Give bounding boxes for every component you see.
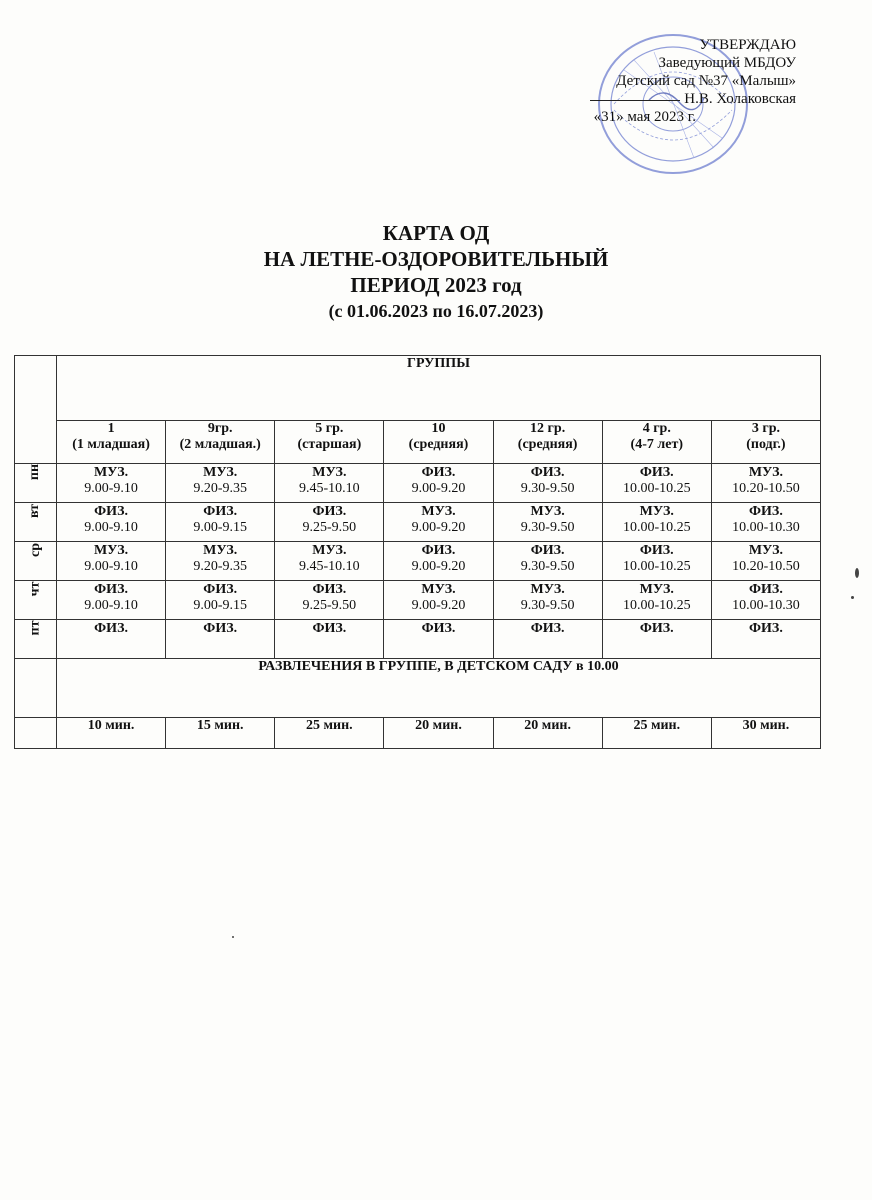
- group-number: 5 гр.: [315, 421, 344, 436]
- schedule-cell: [711, 620, 820, 659]
- activity: ФИЗ.: [203, 504, 238, 519]
- activity-time: 9.25-9.50: [302, 598, 357, 613]
- activity-time: 9.00-9.20: [411, 559, 466, 574]
- schedule-cell: [711, 464, 820, 503]
- schedule-cell: [275, 503, 384, 542]
- schedule-cell: [57, 464, 166, 503]
- schedule-cell: [493, 464, 602, 503]
- activity-time: 10.00-10.30: [732, 520, 800, 535]
- duration-cell: 20 мин.: [384, 718, 493, 749]
- groups-title-row: [15, 356, 821, 421]
- activity-time: 9.00-9.20: [411, 520, 466, 535]
- day-label: пт: [15, 620, 57, 659]
- title-period: (с 01.06.2023 по 16.07.2023): [328, 301, 544, 321]
- schedule-cell: [493, 542, 602, 581]
- activity-time: 9.45-10.10: [299, 481, 360, 496]
- schedule-cell: [166, 581, 275, 620]
- activity: МУЗ.: [639, 582, 674, 597]
- groups-title: ГРУППЫ: [57, 356, 821, 421]
- group-number: 9гр.: [207, 421, 233, 436]
- activity: ФИЗ.: [421, 621, 456, 636]
- schedule-cell: [57, 620, 166, 659]
- group-header: [57, 421, 166, 464]
- activity-time: 9.30-9.50: [520, 520, 575, 535]
- corner-cell: [15, 659, 57, 718]
- group-number: 10: [431, 421, 446, 436]
- activity-time: 9.20-9.35: [193, 559, 248, 574]
- schedule-cell: [57, 503, 166, 542]
- schedule-cell: [166, 620, 275, 659]
- activity: ФИЗ.: [639, 465, 674, 480]
- activity-time: 9.25-9.50: [302, 520, 357, 535]
- title-line-1: КАРТА ОД: [382, 221, 490, 245]
- activity: ФИЗ.: [639, 543, 674, 558]
- activity-time: 10.00-10.30: [732, 598, 800, 613]
- activity: ФИЗ.: [530, 621, 565, 636]
- group-name: (4-7 лет): [630, 437, 683, 452]
- activity: МУЗ.: [312, 543, 347, 558]
- schedule-cell: [166, 542, 275, 581]
- activity: МУЗ.: [203, 543, 238, 558]
- day-row-wed: [15, 542, 821, 581]
- schedule-cell: [493, 620, 602, 659]
- corner-cell: [15, 718, 57, 749]
- schedule-cell: [602, 581, 711, 620]
- duration-cell: 25 мин.: [602, 718, 711, 749]
- activity-time: 9.00-9.10: [84, 520, 138, 535]
- scan-speck: [855, 568, 859, 578]
- schedule-cell: [711, 542, 820, 581]
- group-header-row: [15, 421, 821, 464]
- group-header: [493, 421, 602, 464]
- activity: ФИЗ.: [312, 504, 347, 519]
- schedule-cell: [275, 620, 384, 659]
- activity-time: 9.30-9.50: [520, 598, 575, 613]
- activity: ФИЗ.: [94, 582, 128, 597]
- activity: ФИЗ.: [94, 621, 128, 636]
- approval-organization: Детский сад №37 «Малыш»: [616, 73, 796, 89]
- scan-speck: [232, 936, 234, 938]
- activity: МУЗ.: [93, 465, 129, 480]
- activity-time: 10.00-10.25: [622, 559, 691, 574]
- activity: МУЗ.: [639, 504, 674, 519]
- activity: МУЗ.: [93, 543, 129, 558]
- activity: ФИЗ.: [421, 465, 456, 480]
- activity-time: 9.20-9.35: [193, 481, 248, 496]
- activity-time: 9.00-9.10: [84, 598, 138, 613]
- activity-time: 10.00-10.25: [622, 481, 691, 496]
- schedule-table: [14, 355, 821, 749]
- schedule-cell: [166, 503, 275, 542]
- activity: ФИЗ.: [530, 543, 565, 558]
- schedule-cell: [602, 620, 711, 659]
- schedule-cell: [384, 464, 493, 503]
- approval-block: [590, 36, 796, 126]
- entertainment-row: [15, 659, 821, 718]
- schedule-cell: [384, 620, 493, 659]
- corner-cell: [15, 356, 57, 464]
- day-row-mon: [15, 464, 821, 503]
- schedule-cell: [602, 464, 711, 503]
- activity-time: 9.30-9.50: [520, 559, 575, 574]
- group-name: (средняя): [408, 437, 469, 452]
- day-label: пн: [15, 464, 57, 503]
- document-title: [0, 220, 872, 324]
- activity-time: 10.20-10.50: [732, 481, 800, 496]
- group-number: 3 гр.: [751, 421, 780, 436]
- group-header: [711, 421, 820, 464]
- activity: ФИЗ.: [749, 582, 783, 597]
- activity-time: 9.00-9.15: [193, 598, 248, 613]
- activity-time: 10.20-10.50: [732, 559, 800, 574]
- schedule-cell: [602, 542, 711, 581]
- group-name: (средняя): [517, 437, 578, 452]
- day-row-tue: [15, 503, 821, 542]
- schedule-cell: [275, 542, 384, 581]
- schedule-cell: [602, 503, 711, 542]
- activity: МУЗ.: [421, 504, 456, 519]
- schedule-cell: [384, 581, 493, 620]
- schedule-cell: [57, 581, 166, 620]
- activity: МУЗ.: [530, 504, 565, 519]
- activity: ФИЗ.: [749, 504, 783, 519]
- activity-time: 9.00-9.20: [411, 598, 466, 613]
- schedule-cell: [493, 581, 602, 620]
- scan-speck: [851, 596, 854, 599]
- group-name: (2 младшая.): [179, 437, 261, 452]
- activity: МУЗ.: [748, 465, 784, 480]
- signature-line: [590, 100, 680, 101]
- activity-time: 9.00-9.10: [84, 559, 138, 574]
- group-name: (подг.): [746, 437, 786, 452]
- schedule-cell: [275, 464, 384, 503]
- activity: ФИЗ.: [94, 504, 128, 519]
- activity: МУЗ.: [748, 543, 784, 558]
- day-label: вт: [15, 503, 57, 542]
- group-number: 1: [107, 421, 115, 436]
- activity: ФИЗ.: [749, 621, 783, 636]
- schedule-cell: [384, 542, 493, 581]
- activity-time: 10.00-10.25: [622, 520, 691, 535]
- duration-row: [15, 718, 821, 749]
- duration-cell: 20 мин.: [493, 718, 602, 749]
- activity: МУЗ.: [530, 582, 565, 597]
- activity: ФИЗ.: [639, 621, 674, 636]
- activity-time: 9.00-9.20: [411, 481, 466, 496]
- title-line-3: ПЕРИОД 2023 год: [350, 273, 522, 297]
- activity-time: 9.00-9.10: [84, 481, 138, 496]
- schedule-cell: [711, 503, 820, 542]
- day-row-fri: [15, 620, 821, 659]
- approval-date: «31» мая 2023 г.: [593, 109, 696, 125]
- group-header: [384, 421, 493, 464]
- activity-time: 10.00-10.25: [622, 598, 691, 613]
- approval-signer-line: [590, 90, 796, 108]
- activity: МУЗ.: [421, 582, 456, 597]
- duration-cell: 25 мин.: [275, 718, 384, 749]
- activity: ФИЗ.: [203, 582, 238, 597]
- schedule-cell: [384, 503, 493, 542]
- activity: ФИЗ.: [312, 621, 347, 636]
- activity: МУЗ.: [312, 465, 347, 480]
- activity: ФИЗ.: [530, 465, 565, 480]
- day-row-thu: [15, 581, 821, 620]
- duration-cell: 15 мин.: [166, 718, 275, 749]
- approval-position: Заведующий МБДОУ: [658, 55, 796, 71]
- schedule-cell: [166, 464, 275, 503]
- day-label: ср: [15, 542, 57, 581]
- day-label: чт: [15, 581, 57, 620]
- duration-cell: 30 мин.: [711, 718, 820, 749]
- activity-time: 9.00-9.15: [193, 520, 248, 535]
- schedule-cell: [275, 581, 384, 620]
- activity: ФИЗ.: [203, 621, 238, 636]
- group-number: 12 гр.: [530, 421, 566, 436]
- schedule-cell: [493, 503, 602, 542]
- group-header: [602, 421, 711, 464]
- group-number: 4 гр.: [642, 421, 671, 436]
- activity-time: 9.30-9.50: [520, 481, 575, 496]
- approval-heading: УТВЕРЖДАЮ: [699, 37, 796, 53]
- group-header: [166, 421, 275, 464]
- group-header: [275, 421, 384, 464]
- group-name: (1 младшая): [72, 437, 150, 452]
- duration-cell: 10 мин.: [57, 718, 166, 749]
- schedule-cell: [57, 542, 166, 581]
- activity-time: 9.45-10.10: [299, 559, 360, 574]
- entertainment-note: РАЗВЛЕЧЕНИЯ В ГРУППЕ, В ДЕТСКОМ САДУ в 10.00: [57, 659, 821, 718]
- group-name: (старшая): [297, 437, 362, 452]
- title-line-2: НА ЛЕТНЕ-ОЗДОРОВИТЕЛЬНЫЙ: [263, 247, 609, 271]
- activity: ФИЗ.: [312, 582, 347, 597]
- approval-signer: Н.В. Холаковская: [684, 91, 796, 107]
- activity: МУЗ.: [203, 465, 238, 480]
- schedule-cell: [711, 581, 820, 620]
- activity: ФИЗ.: [421, 543, 456, 558]
